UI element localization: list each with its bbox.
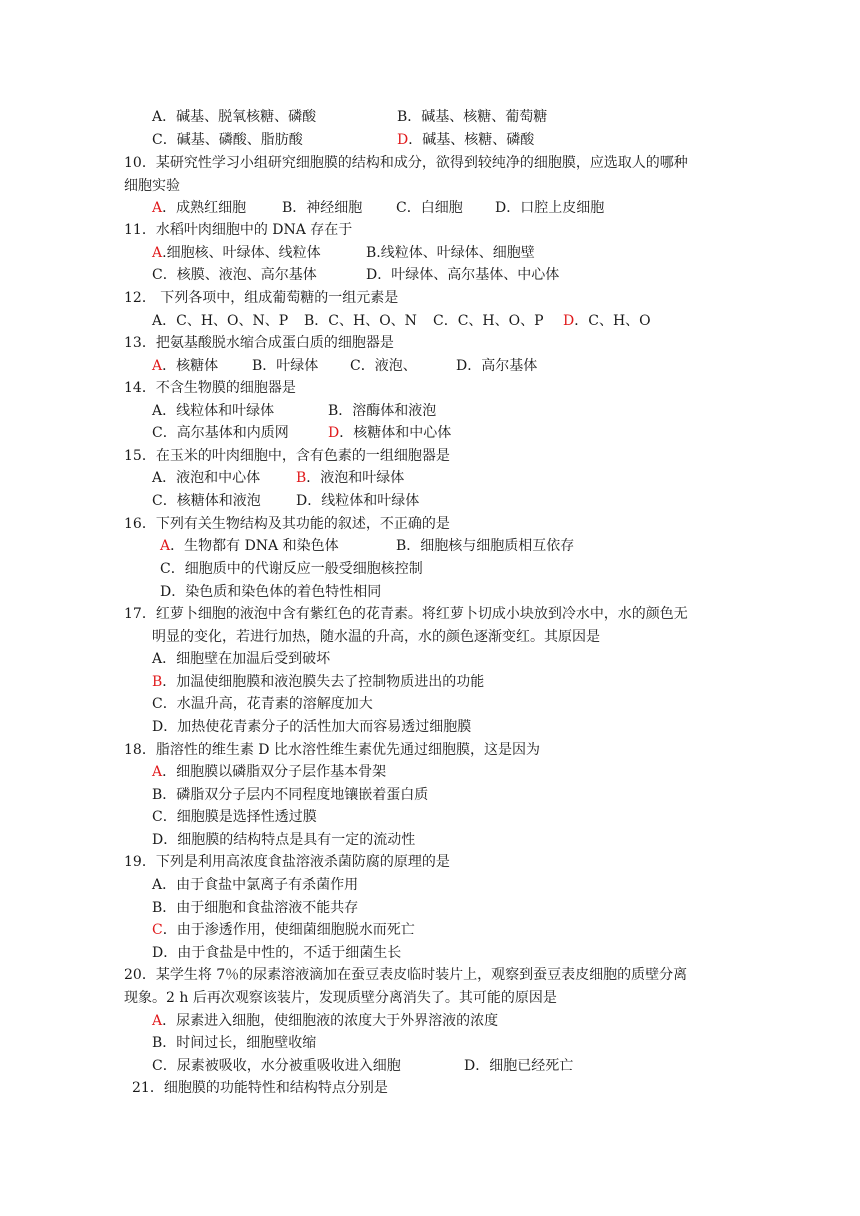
q17-stem-cont: 明显的变化，若进行加热，随水温的升高，水的颜色逐渐变红。其原因是 <box>152 629 600 645</box>
answer-mark: C <box>152 922 163 938</box>
q15-option-a: A．液泡和中心体 <box>152 470 261 486</box>
q11-option-a-text: .细胞核、叶绿体、线粒体 <box>162 245 321 261</box>
q9-option-a: A．碱基、脱氧核糖、磷酸 <box>152 109 317 125</box>
q18-stem: 18．脂溶性的维生素 D 比水溶性维生素优先通过细胞膜，这是因为 <box>124 742 540 758</box>
q17-stem: 17．红萝卜细胞的液泡中含有紫红色的花青素。将红萝卜切成小块放到冷水中，水的颜色无 <box>124 606 688 622</box>
q14-option-d <box>328 423 451 443</box>
answer-mark: A <box>152 1013 163 1029</box>
q11-stem: 11．水稻叶肉细胞中的 DNA 存在于 <box>124 222 353 238</box>
q19-option-a: A．由于食盐中氯离子有杀菌作用 <box>152 877 359 893</box>
q17-option-a: A．细胞壁在加温后受到破坏 <box>152 651 331 667</box>
q10-option-b: B．神经细胞 <box>282 200 363 216</box>
q11-option-b: B.线粒体、叶绿体、细胞壁 <box>366 245 535 261</box>
q14-option-d-text: ．核糖体和中心体 <box>339 425 452 441</box>
q11-option-c: C．核膜、液泡、高尔基体 <box>152 267 317 283</box>
q12-option-a: A．C、H、O、N、P <box>152 313 289 329</box>
q20-stem-cont: 现象。2 h 后再次观察该装片，发现质壁分离消失了。其可能的原因是 <box>124 990 557 1006</box>
q19-option-c <box>152 920 415 940</box>
q10-stem: 10．某研究性学习小组研究细胞膜的结构和成分，欲得到较纯净的细胞膜，应选取人的哪种 <box>124 155 688 171</box>
q13-option-b: B．叶绿体 <box>252 358 319 374</box>
answer-mark: B <box>152 674 163 690</box>
q20-option-a-text: ．尿素进入细胞，使细胞液的浓度大于外界溶液的浓度 <box>162 1013 499 1029</box>
q9-option-c: C．碱基、磷酸、脂肪酸 <box>152 132 303 148</box>
q20-option-c: C．尿素被吸收，水分被重吸收进入细胞 <box>152 1058 401 1074</box>
q16-option-d: D．染色质和染色体的着色特性相同 <box>160 584 382 600</box>
answer-mark: D <box>328 425 340 441</box>
q12-stem: 12． 下列各项中，组成葡萄糖的一组元素是 <box>124 290 399 306</box>
q17-option-c: C．水温升高，花青素的溶解度加大 <box>152 696 373 712</box>
q13-option-a-text: ．核糖体 <box>162 358 219 374</box>
q12-option-d-text: ．C、H、O <box>574 313 651 329</box>
q12-option-b: B．C、H、O、N <box>304 313 417 329</box>
q10-option-c: C．白细胞 <box>396 200 463 216</box>
answer-mark: D <box>397 132 409 148</box>
q15-option-c: C．核糖体和液泡 <box>152 493 261 509</box>
q16-option-a-text: ．生物都有 DNA 和染色体 <box>170 538 339 554</box>
q18-option-a <box>152 762 386 782</box>
q18-option-c: C．细胞膜是选择性透过膜 <box>152 809 317 825</box>
q19-stem: 19．下列是利用高浓度食盐溶液杀菌防腐的原理的是 <box>124 854 450 870</box>
q11-option-d: D．叶绿体、高尔基体、中心体 <box>366 267 560 283</box>
answer-mark: D <box>563 313 575 329</box>
q15-option-d: D．线粒体和叶绿体 <box>296 493 420 509</box>
q18-option-b: B．磷脂双分子层内不同程度地镶嵌着蛋白质 <box>152 787 429 803</box>
q9-option-d <box>397 130 534 150</box>
q15-option-b-text: ．液泡和叶绿体 <box>306 470 405 486</box>
q16-option-a <box>160 536 339 556</box>
q18-option-a-text: ．细胞膜以磷脂双分子层作基本骨架 <box>162 764 387 780</box>
q21-stem: 21．细胞膜的功能特性和结构特点分别是 <box>132 1080 388 1096</box>
q20-option-a <box>152 1011 498 1031</box>
answer-mark: A <box>152 245 163 261</box>
q16-option-b: B．细胞核与细胞质相互依存 <box>396 538 575 554</box>
q14-option-b: B．溶酶体和液泡 <box>328 403 437 419</box>
q13-option-a <box>152 356 218 376</box>
q15-option-b <box>296 468 404 488</box>
q17-option-b <box>152 672 484 692</box>
q14-option-c: C．高尔基体和内质网 <box>152 425 289 441</box>
q19-option-b: B．由于细胞和食盐溶液不能共存 <box>152 900 359 916</box>
q13-option-d: D．高尔基体 <box>456 358 538 374</box>
q10-option-d: D．口腔上皮细胞 <box>495 200 605 216</box>
answer-mark: A <box>160 538 171 554</box>
q17-option-d: D．加热使花青素分子的活性加大而容易透过细胞膜 <box>152 719 472 735</box>
q10-option-a-text: ．成熟红细胞 <box>162 200 247 216</box>
q18-option-d: D．细胞膜的结构特点是具有一定的流动性 <box>152 832 416 848</box>
q13-option-c: C．液泡、 <box>350 358 417 374</box>
q10-option-a <box>152 198 246 218</box>
q13-stem: 13．把氨基酸脱水缩合成蛋白质的细胞器是 <box>124 335 394 351</box>
q20-option-d: D．细胞已经死亡 <box>464 1058 574 1074</box>
q9-option-d-text: ．碱基、核糖、磷酸 <box>408 132 535 148</box>
q9-option-b: B．碱基、核糖、葡萄糖 <box>397 109 548 125</box>
answer-mark: A <box>152 200 163 216</box>
q14-option-a: A．线粒体和叶绿体 <box>152 403 275 419</box>
q19-option-c-text: ．由于渗透作用，使细菌细胞脱水而死亡 <box>162 922 415 938</box>
q15-stem: 15．在玉米的叶肉细胞中，含有色素的一组细胞器是 <box>124 448 450 464</box>
q14-stem: 14．不含生物膜的细胞器是 <box>124 380 296 396</box>
q12-option-d <box>563 311 651 331</box>
answer-mark: B <box>296 470 307 486</box>
q16-option-c: C．细胞质中的代谢反应一般受细胞核控制 <box>160 561 423 577</box>
q12-option-c: C．C、H、O、P <box>433 313 544 329</box>
q20-stem: 20．某学生将 7％的尿素溶液滴加在蚕豆表皮临时装片上，观察到蚕豆表皮细胞的质壁分离 <box>124 967 688 983</box>
q20-option-b: B．时间过长，细胞壁收缩 <box>152 1035 317 1051</box>
answer-mark: A <box>152 764 163 780</box>
q11-option-a <box>152 243 321 263</box>
q17-option-b-text: ．加温使细胞膜和液泡膜失去了控制物质进出的功能 <box>162 674 485 690</box>
q16-stem: 16．下列有关生物结构及其功能的叙述，不正确的是 <box>124 516 450 532</box>
q10-stem-cont: 细胞实验 <box>124 178 180 194</box>
answer-mark: A <box>152 358 163 374</box>
q19-option-d: D．由于食盐是中性的，不适于细菌生长 <box>152 945 402 961</box>
